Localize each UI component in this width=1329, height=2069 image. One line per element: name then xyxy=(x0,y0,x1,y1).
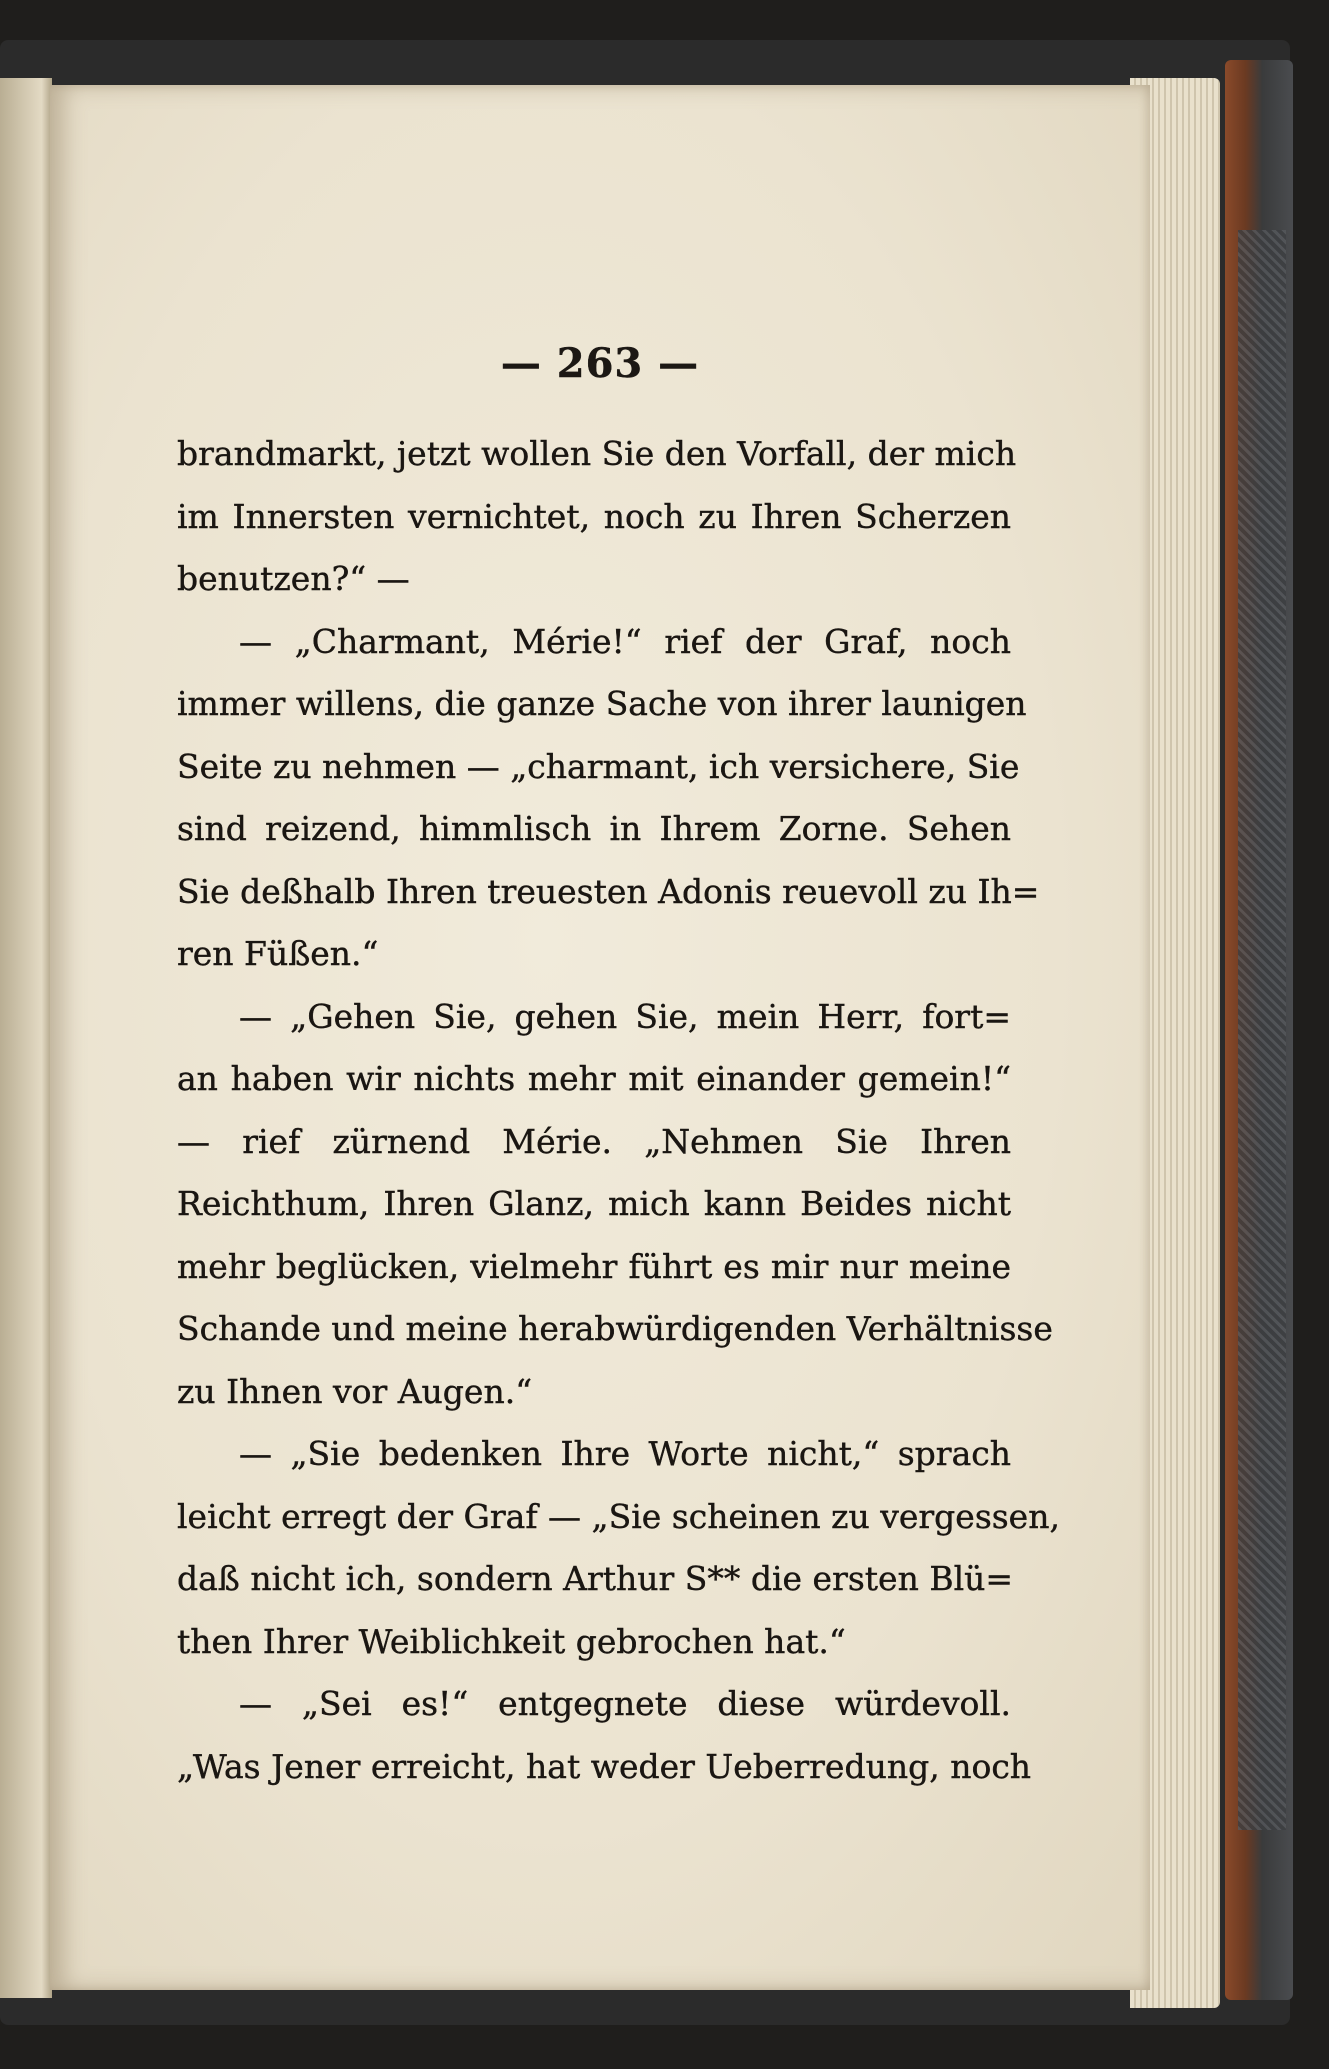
text-line: — „Charmant, Mérie!“ rief der Graf, noch xyxy=(239,621,1011,661)
text-line: im Innersten vernichtet, noch zu Ihren Scherzen xyxy=(177,496,1011,536)
text-line: Sie deßhalb Ihren treuesten Adonis reuevoll zu Ih= xyxy=(177,871,1040,911)
text-line: leicht erregt der Graf — „Sie scheinen zu vergessen, xyxy=(177,1496,1060,1536)
text-line: daß nicht ich, sondern Arthur S** die ersten Blü= xyxy=(177,1559,1014,1598)
text-line: an haben wir nichts mehr mit einander gemein!“ xyxy=(177,1059,1011,1098)
cover-marbled-pattern xyxy=(1238,230,1286,1830)
page-number: — 263 — xyxy=(500,340,700,387)
text-line: zu Ihnen vor Augen.“ xyxy=(177,1371,533,1411)
text-line: — rief zürnend Mérie. „Nehmen Sie Ihren xyxy=(177,1121,1011,1161)
text-line: — „Gehen Sie, gehen Sie, mein Herr, fort= xyxy=(239,996,1011,1036)
book-page xyxy=(50,85,1150,1990)
text-line: Schande und meine herabwürdigenden Verhältnisse xyxy=(177,1309,1053,1348)
text-line: „Was Jener erreicht, hat weder Ueberredung, noch xyxy=(177,1746,1032,1786)
text-line: mehr beglücken, vielmehr führt es mir nur meine xyxy=(177,1246,1011,1286)
text-line: then Ihrer Weiblichkeit gebrochen hat.“ xyxy=(177,1621,846,1661)
text-line: benutzen?“ — xyxy=(177,559,410,598)
left-page-edge xyxy=(0,78,52,1998)
text-line: sind reizend, himmlisch in Ihrem Zorne. Sehen xyxy=(177,809,1011,848)
text-line: — „Sei es!“ entgegnete diese würdevoll. xyxy=(239,1684,1011,1723)
text-line: Reichthum, Ihren Glanz, mich kann Beides nicht xyxy=(177,1184,1011,1223)
text-line: Seite zu nehmen — „charmant, ich versichere, Sie xyxy=(177,746,1020,786)
text-line: — „Sie bedenken Ihre Worte nicht,“ sprach xyxy=(239,1434,1011,1473)
text-line: immer willens, die ganze Sache von ihrer launigen xyxy=(177,684,1027,723)
text-line: brandmarkt, jetzt wollen Sie den Vorfall, der mich xyxy=(177,434,1017,473)
text-line: ren Füßen.“ xyxy=(177,934,379,973)
page-text xyxy=(177,423,1060,1798)
